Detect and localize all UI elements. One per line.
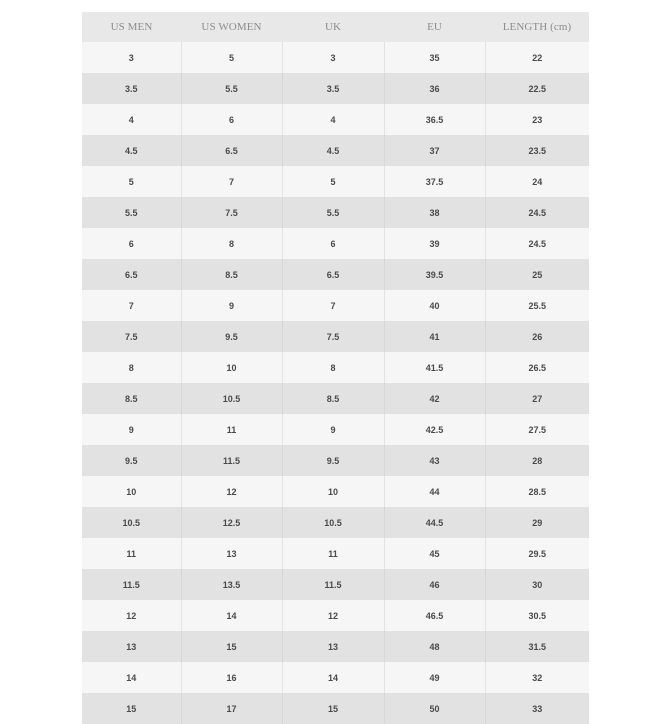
cell-us-women: 11.5 [181, 445, 282, 476]
cell-us-men: 13 [82, 631, 181, 662]
cell-length-cm: 29 [485, 507, 589, 538]
cell-us-men: 14 [82, 662, 181, 693]
cell-us-men: 11 [82, 538, 181, 569]
cell-us-women: 6 [181, 104, 282, 135]
cell-us-men: 10.5 [82, 507, 181, 538]
header-eu: EU [384, 12, 485, 42]
cell-uk: 3.5 [282, 73, 384, 104]
cell-us-men: 4 [82, 104, 181, 135]
cell-us-men: 10 [82, 476, 181, 507]
cell-eu: 41 [384, 321, 485, 352]
cell-length-cm: 24.5 [485, 228, 589, 259]
table-row [82, 631, 589, 662]
header-length-cm: LENGTH (cm) [485, 12, 589, 42]
cell-length-cm: 24 [485, 166, 589, 197]
header-us-men: US MEN [82, 12, 181, 42]
header-row [82, 12, 589, 42]
size-chart-table [82, 12, 589, 724]
cell-uk: 11 [282, 538, 384, 569]
table-row [82, 42, 589, 73]
cell-uk: 11.5 [282, 569, 384, 600]
header-uk: UK [282, 12, 384, 42]
cell-us-women: 10 [181, 352, 282, 383]
cell-eu: 37.5 [384, 166, 485, 197]
table-row [82, 197, 589, 228]
cell-uk: 15 [282, 693, 384, 724]
cell-eu: 37 [384, 135, 485, 166]
cell-uk: 14 [282, 662, 384, 693]
cell-us-men: 4.5 [82, 135, 181, 166]
cell-us-women: 8.5 [181, 259, 282, 290]
table-row [82, 693, 589, 724]
cell-length-cm: 26.5 [485, 352, 589, 383]
cell-length-cm: 28 [485, 445, 589, 476]
cell-length-cm: 22 [485, 42, 589, 73]
header-us-women: US WOMEN [181, 12, 282, 42]
size-chart-body [82, 42, 589, 724]
cell-us-men: 7.5 [82, 321, 181, 352]
cell-length-cm: 32 [485, 662, 589, 693]
table-row [82, 445, 589, 476]
cell-us-men: 5.5 [82, 197, 181, 228]
cell-length-cm: 29.5 [485, 538, 589, 569]
cell-length-cm: 28.5 [485, 476, 589, 507]
cell-length-cm: 33 [485, 693, 589, 724]
cell-eu: 35 [384, 42, 485, 73]
size-chart-container [82, 12, 589, 724]
cell-us-men: 5 [82, 166, 181, 197]
size-chart-header [82, 12, 589, 42]
cell-eu: 43 [384, 445, 485, 476]
table-row [82, 600, 589, 631]
cell-eu: 38 [384, 197, 485, 228]
cell-us-men: 3 [82, 42, 181, 73]
table-row [82, 259, 589, 290]
cell-uk: 4 [282, 104, 384, 135]
cell-eu: 44.5 [384, 507, 485, 538]
cell-us-men: 3.5 [82, 73, 181, 104]
cell-uk: 8.5 [282, 383, 384, 414]
cell-uk: 9 [282, 414, 384, 445]
table-row [82, 476, 589, 507]
cell-eu: 41.5 [384, 352, 485, 383]
cell-uk: 4.5 [282, 135, 384, 166]
cell-length-cm: 23.5 [485, 135, 589, 166]
cell-eu: 44 [384, 476, 485, 507]
cell-us-men: 8.5 [82, 383, 181, 414]
table-row [82, 538, 589, 569]
cell-uk: 5 [282, 166, 384, 197]
cell-us-women: 13 [181, 538, 282, 569]
cell-eu: 36.5 [384, 104, 485, 135]
cell-us-women: 5 [181, 42, 282, 73]
cell-us-women: 7.5 [181, 197, 282, 228]
cell-uk: 3 [282, 42, 384, 73]
cell-us-men: 15 [82, 693, 181, 724]
cell-uk: 5.5 [282, 197, 384, 228]
cell-uk: 9.5 [282, 445, 384, 476]
cell-uk: 12 [282, 600, 384, 631]
cell-us-women: 12.5 [181, 507, 282, 538]
cell-length-cm: 22.5 [485, 73, 589, 104]
cell-us-men: 6 [82, 228, 181, 259]
table-row [82, 290, 589, 321]
cell-us-women: 10.5 [181, 383, 282, 414]
table-row [82, 73, 589, 104]
table-row [82, 662, 589, 693]
cell-us-women: 13.5 [181, 569, 282, 600]
cell-us-men: 11.5 [82, 569, 181, 600]
cell-length-cm: 30.5 [485, 600, 589, 631]
cell-us-women: 9.5 [181, 321, 282, 352]
cell-eu: 48 [384, 631, 485, 662]
table-row [82, 321, 589, 352]
cell-us-women: 14 [181, 600, 282, 631]
cell-us-men: 7 [82, 290, 181, 321]
cell-uk: 10.5 [282, 507, 384, 538]
cell-length-cm: 27 [485, 383, 589, 414]
cell-us-women: 5.5 [181, 73, 282, 104]
cell-eu: 42.5 [384, 414, 485, 445]
cell-us-women: 8 [181, 228, 282, 259]
cell-uk: 7.5 [282, 321, 384, 352]
cell-length-cm: 25 [485, 259, 589, 290]
cell-us-women: 12 [181, 476, 282, 507]
cell-us-women: 6.5 [181, 135, 282, 166]
cell-uk: 10 [282, 476, 384, 507]
cell-eu: 39.5 [384, 259, 485, 290]
cell-us-men: 8 [82, 352, 181, 383]
cell-us-men: 12 [82, 600, 181, 631]
cell-us-men: 9.5 [82, 445, 181, 476]
cell-us-men: 9 [82, 414, 181, 445]
cell-uk: 6.5 [282, 259, 384, 290]
cell-us-women: 11 [181, 414, 282, 445]
table-row [82, 414, 589, 445]
cell-uk: 7 [282, 290, 384, 321]
cell-us-women: 17 [181, 693, 282, 724]
cell-eu: 42 [384, 383, 485, 414]
cell-length-cm: 25.5 [485, 290, 589, 321]
cell-us-men: 6.5 [82, 259, 181, 290]
cell-length-cm: 26 [485, 321, 589, 352]
cell-length-cm: 31.5 [485, 631, 589, 662]
cell-length-cm: 23 [485, 104, 589, 135]
cell-length-cm: 27.5 [485, 414, 589, 445]
cell-uk: 13 [282, 631, 384, 662]
table-row [82, 507, 589, 538]
cell-length-cm: 30 [485, 569, 589, 600]
table-row [82, 352, 589, 383]
cell-eu: 36 [384, 73, 485, 104]
table-row [82, 569, 589, 600]
cell-eu: 49 [384, 662, 485, 693]
cell-us-women: 15 [181, 631, 282, 662]
cell-uk: 6 [282, 228, 384, 259]
cell-us-women: 9 [181, 290, 282, 321]
cell-uk: 8 [282, 352, 384, 383]
cell-eu: 46 [384, 569, 485, 600]
table-row [82, 104, 589, 135]
cell-us-women: 7 [181, 166, 282, 197]
cell-us-women: 16 [181, 662, 282, 693]
table-row [82, 135, 589, 166]
cell-eu: 39 [384, 228, 485, 259]
table-row [82, 383, 589, 414]
cell-eu: 40 [384, 290, 485, 321]
table-row [82, 228, 589, 259]
cell-eu: 46.5 [384, 600, 485, 631]
cell-eu: 45 [384, 538, 485, 569]
cell-eu: 50 [384, 693, 485, 724]
table-row [82, 166, 589, 197]
cell-length-cm: 24.5 [485, 197, 589, 228]
